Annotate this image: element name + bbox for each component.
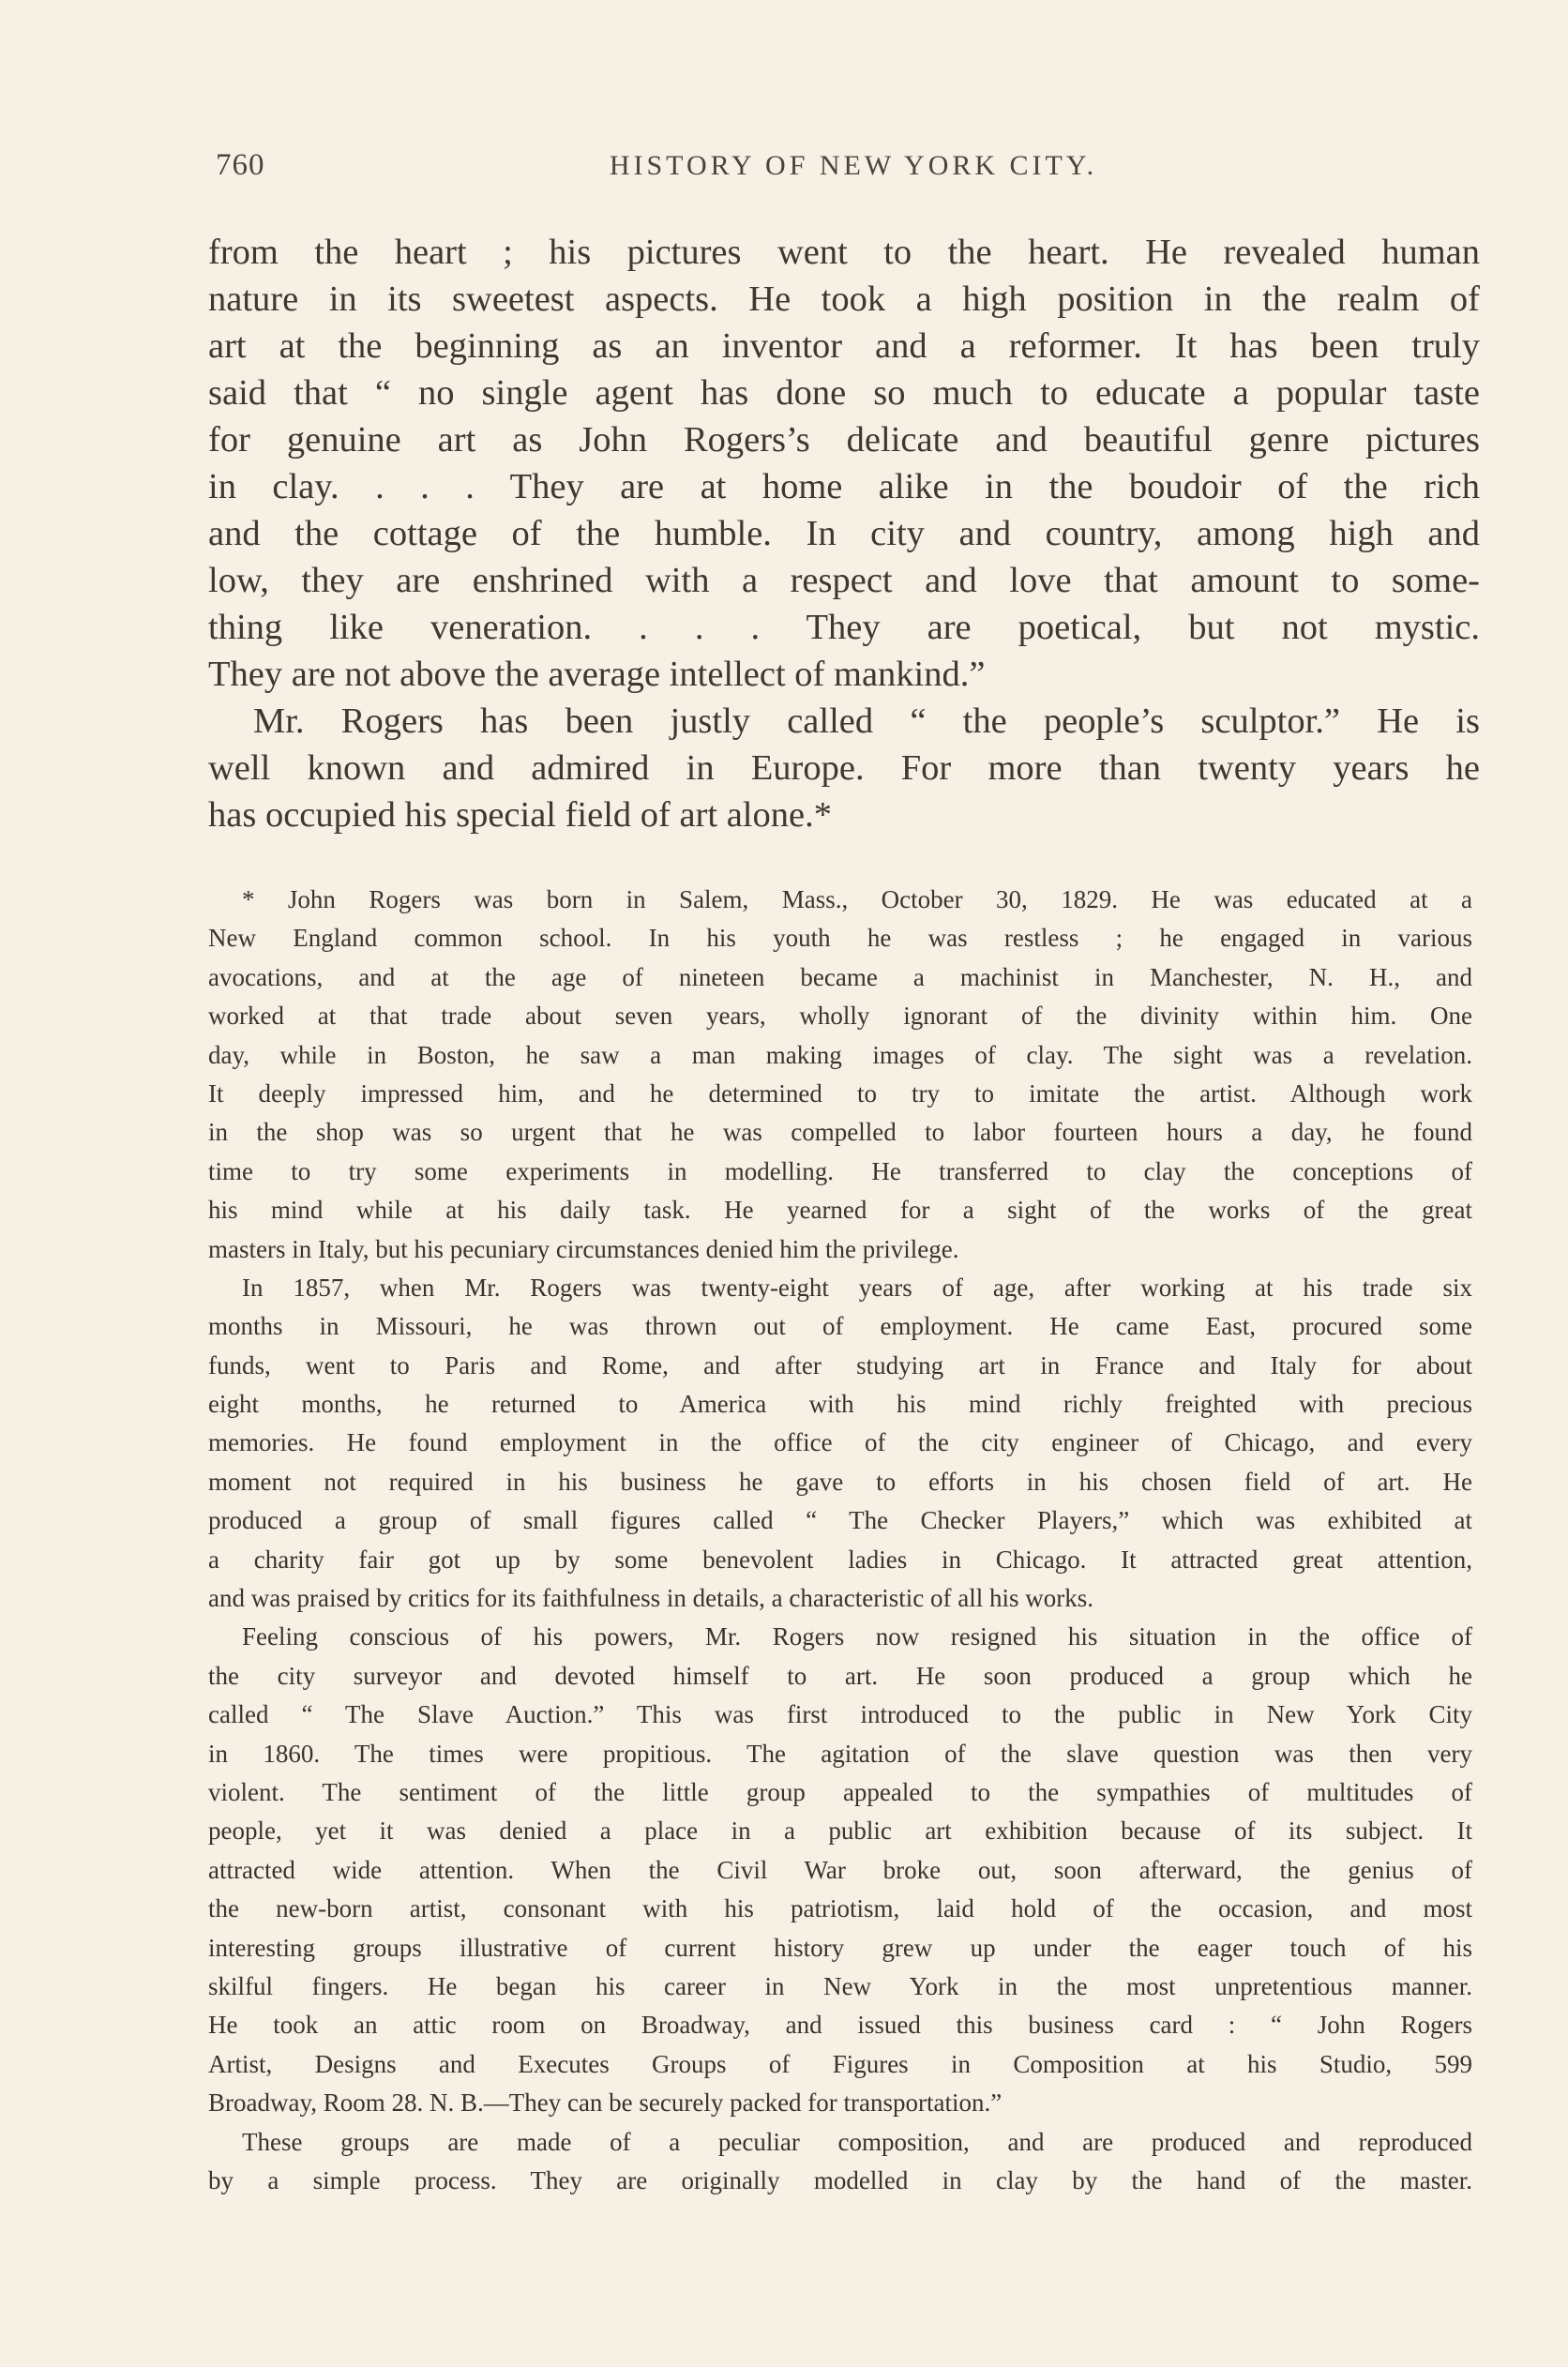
footnote-line: produced a group of small figures called “ The Checker Players,” which was exhibited at [208,1506,1472,1535]
page-number: 760 [216,148,265,182]
footnote-line: a charity fair got up by some benevolent ladies in Chicago. It attracted great attention, [208,1545,1472,1574]
footnote-line: Broadway, Room 28. N. B.—They can be securely packed for transportation.” [208,2088,1003,2118]
running-title: HISTORY OF NEW YORK CITY. [609,150,1098,181]
main-text-block [208,229,1480,838]
footnote-line: These groups are made of a peculiar composition, and are produced and reproduced [242,2127,1472,2156]
main-text-line: nature in its sweetest aspects. He took a high position in the realm of [208,279,1480,319]
footnote-line: avocations, and at the age of nineteen became a machinist in Manchester, N. H., and [208,962,1472,991]
footnote-line: time to try some experiments in modelling. He transferred to clay the conceptions of [208,1156,1472,1185]
footnote-line: the new-born artist, consonant with his patriotism, laid hold of the occasion, and most [208,1894,1472,1923]
footnote-line: worked at that trade about seven years, wholly ignorant of the divinity within him. One [208,1002,1472,1031]
footnote-line: He took an attic room on Broadway, and issued this business card : “ John Rogers [208,2011,1472,2040]
main-text-line: has occupied his special field of art alone.* [208,795,832,835]
main-text-line: They are not above the average intellect of mankind.” [208,655,986,694]
main-text-line: in clay. . . . They are at home alike in the boudoir of the rich [208,467,1480,506]
footnote-line: day, while in Boston, he saw a man making images of clay. The sight was a revelation. [208,1040,1472,1069]
footnote-line: memories. He found employment in the office of the city engineer of Chicago, and every [208,1428,1472,1457]
footnote-line: In 1857, when Mr. Rogers was twenty-eight years of age, after working at his trade six [242,1273,1472,1302]
main-text-line: low, they are enshrined with a respect and love that amount to some- [208,561,1480,600]
page-header [216,148,1472,193]
footnote-line: New England common school. In his youth he was restless ; he engaged in various [208,924,1472,953]
footnote-line: months in Missouri, he was thrown out of employment. He came East, procured some [208,1312,1472,1341]
footnote-line: in 1860. The times were propitious. The agitation of the slave question was then very [208,1739,1472,1768]
footnote-line: people, yet it was denied a place in a public art exhibition because of its subject. It [208,1817,1472,1846]
footnote-line: * John Rogers was born in Salem, Mass., October 30, 1829. He was educated at a [242,885,1472,913]
main-text-line: said that “ no single agent has done so much to educate a popular taste [208,373,1480,413]
main-text-line: for genuine art as John Rogers’s delicate and beautiful genre pictures [208,420,1480,460]
footnote-line: moment not required in his business he gave to efforts in his chosen field of art. He [208,1467,1472,1496]
footnote-line: by a simple process. They are originally modelled in clay by the hand of the master. [208,2165,1472,2194]
footnote-line: called “ The Slave Auction.” This was first introduced to the public in New York City [208,1700,1472,1729]
footnote-line: and was praised by critics for its faithfulness in details, a characteristic of all his works. [208,1584,1093,1613]
main-text-line: from the heart ; his pictures went to the heart. He revealed human [208,233,1480,272]
footnote-line: violent. The sentiment of the little group appealed to the sympathies of multitudes of [208,1777,1472,1806]
main-text-line: art at the beginning as an inventor and a reformer. It has been truly [208,326,1480,366]
footnote-line: funds, went to Paris and Rome, and after studying art in France and Italy for about [208,1350,1472,1379]
footnote-line: skilful fingers. He began his career in New York in the most unpretentious manner. [208,1971,1472,2000]
footnote-line: attracted wide attention. When the Civil War broke out, soon afterward, the genius of [208,1855,1472,1884]
main-text-line: Mr. Rogers has been justly called “ the people’s sculptor.” He is [253,701,1480,741]
main-text-line: thing like veneration. . . . They are poetical, but not mystic. [208,608,1480,647]
footnote-block [208,881,1472,2200]
footnote-line: his mind while at his daily task. He yearned for a sight of the works of the great [208,1196,1472,1225]
footnote-line: interesting groups illustrative of current history grew up under the eager touch of his [208,1933,1472,1962]
footnote-line: Feeling conscious of his powers, Mr. Rogers now resigned his situation in the office of [242,1622,1472,1651]
footnote-line: the city surveyor and devoted himself to art. He soon produced a group which he [208,1661,1472,1690]
footnote-line: in the shop was so urgent that he was compelled to labor fourteen hours a day, he found [208,1118,1472,1147]
main-text-line: well known and admired in Europe. For more than twenty years he [208,748,1480,788]
footnote-line: masters in Italy, but his pecuniary circumstances denied him the privilege. [208,1234,959,1263]
footnote-line: It deeply impressed him, and he determined to try to imitate the artist. Although work [208,1078,1472,1108]
footnote-line: Artist, Designs and Executes Groups of Figures in Composition at his Studio, 599 [208,2049,1472,2078]
main-text-line: and the cottage of the humble. In city and country, among high and [208,514,1480,553]
footnote-line: eight months, he returned to America with his mind richly freighted with precious [208,1390,1472,1419]
